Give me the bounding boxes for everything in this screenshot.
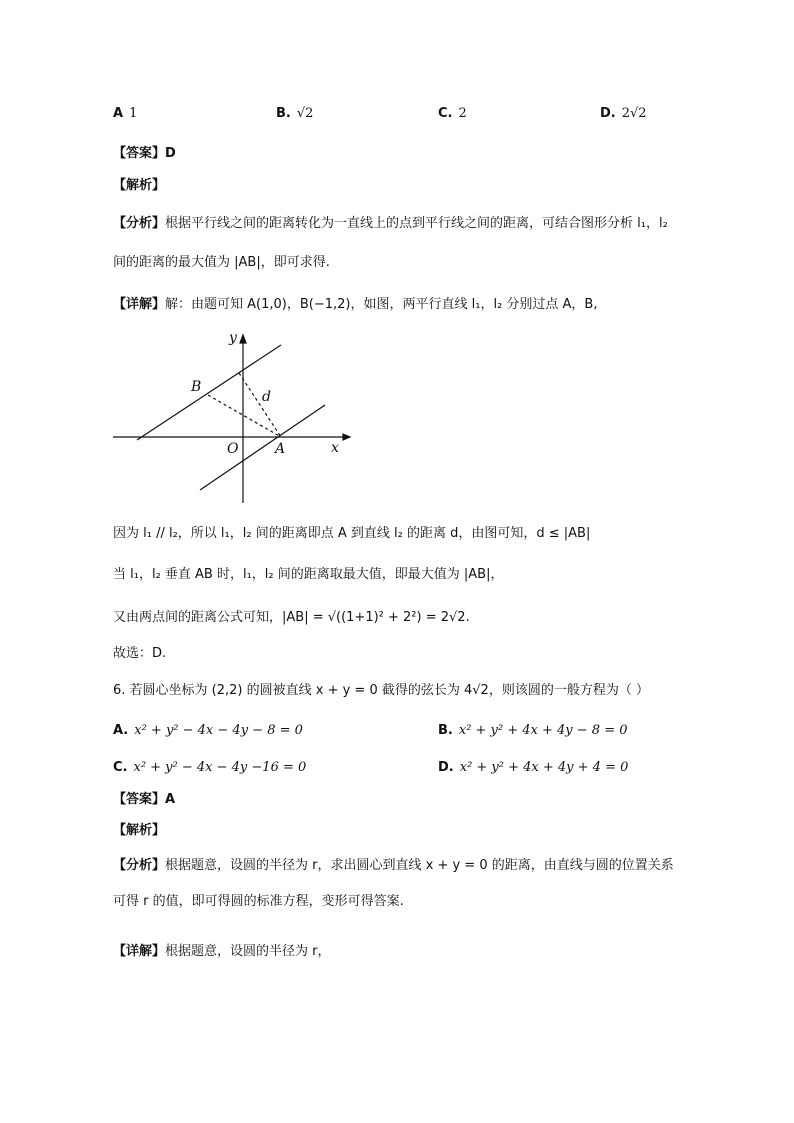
q5-option-d-value: 2√2 — [621, 106, 647, 121]
q5-option-b-label: B. — [276, 106, 291, 121]
q6-detail-text1: 根据题意，设圆的半径为 r， — [165, 944, 331, 959]
q5-option-c-value: 2 — [458, 106, 467, 121]
q5-detail-text1: 解：由题可知 A(1,0)，B(−1,2)，如图，两平行直线 l₁，l₂ 分别过点 A，B, — [165, 297, 598, 312]
figure-segment-d — [239, 373, 281, 437]
q6-option-a — [113, 722, 303, 740]
figure-label-origin: O — [227, 441, 239, 457]
figure-label-a: A — [275, 441, 286, 457]
q5-option-a-value: 1 — [129, 106, 138, 121]
q5-fenxi-tag: 【分析】 — [113, 216, 166, 231]
q6-option-b-value: x² + y² + 4x + 4y − 8 = 0 — [458, 723, 628, 738]
q6-option-d — [438, 759, 628, 777]
q5-analysis-header: 【解析】 — [113, 178, 166, 193]
q6-fenxi-line1 — [113, 857, 674, 875]
q5-detail-line1 — [113, 296, 597, 314]
q6-option-a-label: A. — [113, 723, 129, 738]
q6-option-b — [438, 722, 628, 740]
figure-label-x: x — [331, 440, 339, 456]
q5-line-2: 当 l₁，l₂ 垂直 AB 时，l₁，l₂ 间的距离取最大值，即最大值为 |AB|， — [113, 567, 504, 582]
q5-option-d-label: D. — [600, 106, 616, 121]
q5-fenxi-line2: 间的距离的最大值为 |AB|，即可求得. — [113, 255, 330, 270]
q5-line-3: 又由两点间的距离公式可知，|AB| = √((1+1)² + 2²) = 2√2. — [113, 610, 470, 625]
q5-option-a — [113, 105, 137, 123]
q5-option-d — [600, 105, 647, 123]
q6-detail-tag: 【详解】 — [113, 944, 166, 959]
q6-option-c — [113, 759, 306, 777]
q6-fenxi-tag: 【分析】 — [113, 858, 166, 873]
figure-label-b: B — [191, 379, 202, 395]
q6-analysis-header: 【解析】 — [113, 823, 166, 838]
q5-figure — [105, 325, 365, 510]
q6-option-d-value: x² + y² + 4x + 4y + 4 = 0 — [459, 760, 629, 775]
q6-fenxi-line2: 可得 r 的值，即可得圆的标准方程，变形可得答案. — [113, 894, 404, 909]
q5-line-4: 故选：D. — [113, 646, 167, 661]
q6-detail-line1 — [113, 943, 331, 961]
figure-line-l2 — [137, 345, 281, 440]
figure-x-arrow — [343, 434, 350, 440]
q6-answer: 【答案】A — [113, 792, 176, 807]
q6-option-a-value: x² + y² − 4x − 4y − 8 = 0 — [134, 723, 303, 738]
q5-option-c-label: C. — [438, 106, 453, 121]
figure-line-l1 — [200, 405, 325, 490]
q5-option-c — [438, 105, 467, 123]
q5-option-a-label: A — [113, 106, 124, 121]
q6-option-b-label: B. — [438, 723, 453, 738]
figure-label-d: d — [262, 389, 271, 405]
q6-option-d-label: D. — [438, 760, 454, 775]
q5-fenxi-line1 — [113, 215, 668, 233]
q6-stem: 6. 若圆心坐标为 (2,2) 的圆被直线 x + y = 0 截得的弦长为 4√2，则该圆的一般方程为（ ） — [113, 683, 649, 698]
q5-fenxi-text1: 根据平行线之间的距离转化为一直线上的点到平行线之间的距离，可结合图形分析 l₁，l₂ — [165, 216, 668, 231]
q6-fenxi-text1: 根据题意，设圆的半径为 r，求出圆心到直线 x + y = 0 的距离，由直线与圆的位置关系 — [165, 858, 674, 873]
figure-y-arrow — [240, 335, 246, 343]
figure-label-y: y — [229, 330, 237, 346]
q5-option-b-value: √2 — [296, 106, 314, 121]
q5-detail-tag: 【详解】 — [113, 297, 166, 312]
q5-line-1: 因为 l₁ // l₂，所以 l₁，l₂ 间的距离即点 A 到直线 l₂ 的距离 d，由图可知，d ≤ |AB| — [113, 526, 591, 541]
q5-option-b — [276, 105, 313, 123]
q5-answer: 【答案】D — [113, 146, 176, 161]
q6-option-c-label: C. — [113, 760, 128, 775]
q6-option-c-value: x² + y² − 4x − 4y −16 = 0 — [133, 760, 307, 775]
